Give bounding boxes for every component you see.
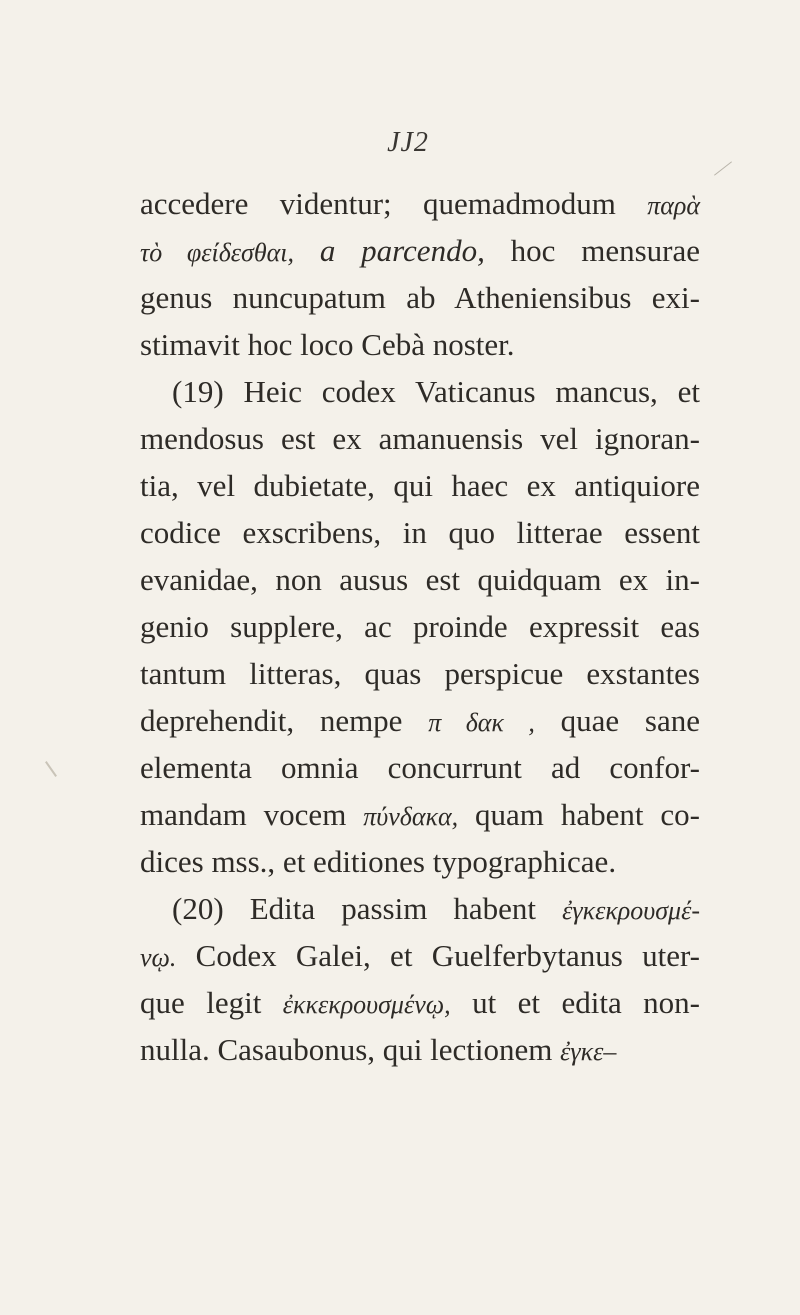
text-line bbox=[140, 697, 700, 744]
body-text bbox=[140, 180, 700, 1073]
greek-text: πύνδακα, bbox=[363, 802, 459, 831]
latin-text: que legit bbox=[140, 985, 283, 1020]
latin-text: mandam vocem bbox=[140, 797, 364, 832]
text-line bbox=[140, 180, 700, 227]
text-line bbox=[140, 227, 700, 274]
latin-text: tia, vel dubietate, qui haec ex antiquiore bbox=[140, 468, 700, 503]
latin-text: stimavit hoc loco Cebà noster. bbox=[140, 327, 515, 362]
text-line bbox=[140, 885, 700, 932]
latin-text: ut et edita non- bbox=[450, 985, 700, 1020]
text-line bbox=[140, 744, 700, 791]
latin-text: quam habent co- bbox=[458, 797, 700, 832]
text-line bbox=[140, 838, 700, 885]
text-line bbox=[140, 321, 700, 368]
latin-text: genio supplere, ac proinde expressit eas bbox=[140, 609, 700, 644]
page-number: JJ2 bbox=[387, 127, 429, 158]
text-line bbox=[140, 415, 700, 462]
latin-text: (20) Edita passim habent bbox=[172, 891, 563, 926]
latin-text: genus nuncupatum ab Atheniensibus exi- bbox=[140, 280, 700, 315]
text-line bbox=[140, 462, 700, 509]
text-line bbox=[140, 509, 700, 556]
latin-text: (19) Heic codex Vaticanus mancus, et bbox=[172, 374, 700, 409]
latin-text: accedere videntur; quemadmodum bbox=[140, 186, 648, 221]
greek-text: ἐγκεκρουσμέ- bbox=[562, 896, 700, 925]
text-line bbox=[140, 650, 700, 697]
latin-text: nulla. Casaubonus, qui lectionem bbox=[140, 1032, 561, 1067]
greek-text: νῳ. bbox=[140, 943, 177, 972]
text-line bbox=[140, 274, 700, 321]
greek-text: ἐγκε– bbox=[560, 1037, 617, 1066]
latin-text: Codex Galei, et Guelferbytanus uter- bbox=[176, 938, 700, 973]
greek-text: τὸ φείδεσθαι, bbox=[140, 238, 295, 267]
italic-text: a parcendo, bbox=[319, 233, 485, 268]
text-line bbox=[140, 368, 700, 415]
greek-text: ἐκκεκρουσμένῳ, bbox=[282, 990, 451, 1019]
text-line bbox=[140, 603, 700, 650]
text-line bbox=[140, 791, 700, 838]
latin-text: dices mss., et editiones typographicae. bbox=[140, 844, 617, 879]
latin-text: codice exscribens, in quo litterae essent bbox=[140, 515, 700, 550]
text-line bbox=[140, 979, 700, 1026]
latin-text: quae sane bbox=[534, 703, 700, 738]
latin-text bbox=[294, 233, 320, 268]
latin-text: deprehendit, nempe bbox=[140, 703, 429, 738]
margin-smudge bbox=[45, 761, 57, 777]
latin-text: evanidae, non ausus est quidquam ex in- bbox=[140, 562, 700, 597]
text-line bbox=[140, 1026, 700, 1073]
latin-text: hoc mensurae bbox=[484, 233, 700, 268]
greek-text: παρὰ bbox=[647, 191, 700, 220]
latin-text: tantum litteras, quas perspicue exstantes bbox=[140, 656, 700, 691]
latin-text: mendosus est ex amanuensis vel ignoran- bbox=[140, 421, 700, 456]
margin-mark bbox=[714, 161, 732, 175]
text-line bbox=[140, 932, 700, 979]
latin-text: elementa omnia concurrunt ad confor- bbox=[140, 750, 700, 785]
greek-text: π δακ , bbox=[428, 708, 535, 737]
text-line bbox=[140, 556, 700, 603]
